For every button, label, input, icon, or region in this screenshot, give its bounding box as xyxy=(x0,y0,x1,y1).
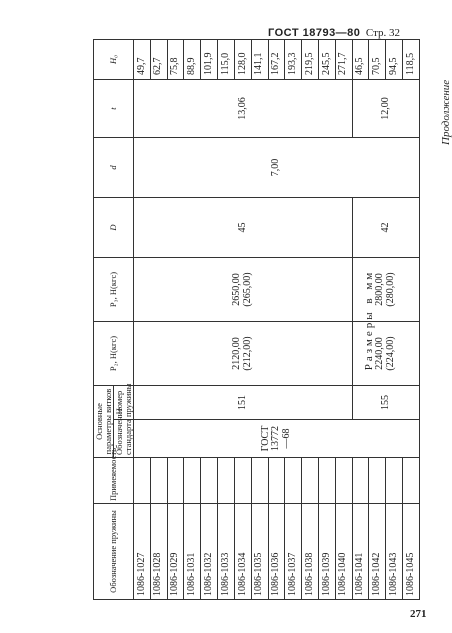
spring-table-rotated xyxy=(93,40,420,600)
cell-h0: 167,2 xyxy=(268,40,285,80)
cell-t-b: 12,00 xyxy=(352,80,419,138)
spring-dimensions-table xyxy=(93,39,420,600)
cell-h0: 141,1 xyxy=(251,40,268,80)
cell-h0: 271,7 xyxy=(335,40,352,80)
cell-p2-a xyxy=(134,322,353,386)
col-D: D xyxy=(94,198,134,258)
cell-designation: 1086-1034 xyxy=(234,504,251,600)
cell-std: ГОСТ 13772—68 xyxy=(134,420,420,458)
col-base-params: Основные параметры витков xyxy=(94,386,114,458)
cell-h0: 49,7 xyxy=(134,40,151,80)
cell-d: 7,00 xyxy=(134,138,420,198)
table-row xyxy=(352,40,369,600)
cell-D-b: 42 xyxy=(352,198,419,258)
cell-h0: 46,5 xyxy=(352,40,369,80)
cell-applicability xyxy=(134,458,151,504)
col-std-designation: Обозначение стандарта xyxy=(114,420,134,458)
cell-h0: 88,9 xyxy=(184,40,201,80)
p2-a-kgf: (212,00) xyxy=(241,336,253,371)
cell-applicability xyxy=(318,458,335,504)
cell-applicability xyxy=(218,458,235,504)
col-p3: P₃, Н(кгс) xyxy=(94,258,134,322)
p3-a-value: 2650,00 xyxy=(231,273,243,306)
p3-b-value: 2800,00 xyxy=(374,273,386,306)
cell-applicability xyxy=(352,458,369,504)
cell-designation: 1086-1040 xyxy=(335,504,352,600)
cell-designation: 1086-1035 xyxy=(251,504,268,600)
cell-designation: 1086-1043 xyxy=(386,504,403,600)
cell-designation: 1086-1033 xyxy=(218,504,235,600)
table-caption: Размеры в мм xyxy=(363,269,375,371)
p3-b-kgf: (280,00) xyxy=(384,272,396,307)
table-row xyxy=(134,40,151,600)
cell-h0: 128,0 xyxy=(234,40,251,80)
cell-applicability xyxy=(335,458,352,504)
cell-spring-number-a: 151 xyxy=(134,386,353,420)
cell-designation: 1086-1042 xyxy=(369,504,386,600)
cell-applicability xyxy=(167,458,184,504)
cell-applicability xyxy=(302,458,319,504)
cell-designation: 1086-1038 xyxy=(302,504,319,600)
cell-applicability xyxy=(268,458,285,504)
cell-h0: 94,5 xyxy=(386,40,403,80)
cell-h0: 101,9 xyxy=(201,40,218,80)
cell-h0: 219,5 xyxy=(302,40,319,80)
running-head xyxy=(268,27,436,39)
page-number: 271 xyxy=(410,608,427,620)
cell-designation: 1086-1027 xyxy=(134,504,151,600)
col-d: d xyxy=(94,138,134,198)
p2-a-value: 2120,00 xyxy=(231,337,243,370)
cell-h0: 75,8 xyxy=(167,40,184,80)
continuation-label: Продолжение xyxy=(440,79,452,145)
col-H0: H₀ xyxy=(94,40,134,80)
cell-designation: 1086-1036 xyxy=(268,504,285,600)
cell-designation: 1086-1037 xyxy=(285,504,302,600)
cell-p2-b xyxy=(352,322,419,386)
cell-applicability xyxy=(285,458,302,504)
cell-applicability xyxy=(403,458,420,504)
page-label: Стр. 32 xyxy=(365,27,401,39)
cell-designation: 1086-1032 xyxy=(201,504,218,600)
cell-applicability xyxy=(201,458,218,504)
cell-h0: 193,3 xyxy=(285,40,302,80)
cell-applicability xyxy=(184,458,201,504)
cell-applicability xyxy=(369,458,386,504)
cell-designation: 1086-1041 xyxy=(352,504,369,600)
col-spring-number: Номер пружины xyxy=(114,386,134,420)
col-t: t xyxy=(94,80,134,138)
cell-applicability xyxy=(251,458,268,504)
cell-D-a: 45 xyxy=(134,198,353,258)
cell-designation: 1086-1031 xyxy=(184,504,201,600)
cell-applicability xyxy=(150,458,167,504)
cell-designation: 1086-1045 xyxy=(403,504,420,600)
cell-h0: 70,5 xyxy=(369,40,386,80)
cell-t-a: 13,06 xyxy=(134,80,353,138)
standard-number: ГОСТ 18793—80 xyxy=(268,27,361,39)
cell-spring-number-b: 155 xyxy=(352,386,419,420)
p2-b-kgf: (224,00) xyxy=(384,336,396,371)
cell-h0: 245,5 xyxy=(318,40,335,80)
cell-h0: 118,5 xyxy=(403,40,420,80)
cell-p3-b xyxy=(352,258,419,322)
p2-b-value: 2240,00 xyxy=(374,337,386,370)
cell-h0: 115,0 xyxy=(218,40,235,80)
cell-applicability xyxy=(386,458,403,504)
cell-designation: 1086-1029 xyxy=(167,504,184,600)
cell-applicability xyxy=(234,458,251,504)
col-p2: P₂, Н(кгс) xyxy=(94,322,134,386)
p3-a-kgf: (265,00) xyxy=(241,272,253,307)
cell-h0: 62,7 xyxy=(150,40,167,80)
col-applicability: Примеяемость xyxy=(94,458,134,504)
cell-p3-a xyxy=(134,258,353,322)
col-designation: Обозначение пружины xyxy=(94,504,134,600)
cell-designation: 1086-1039 xyxy=(318,504,335,600)
cell-designation: 1086-1028 xyxy=(150,504,167,600)
